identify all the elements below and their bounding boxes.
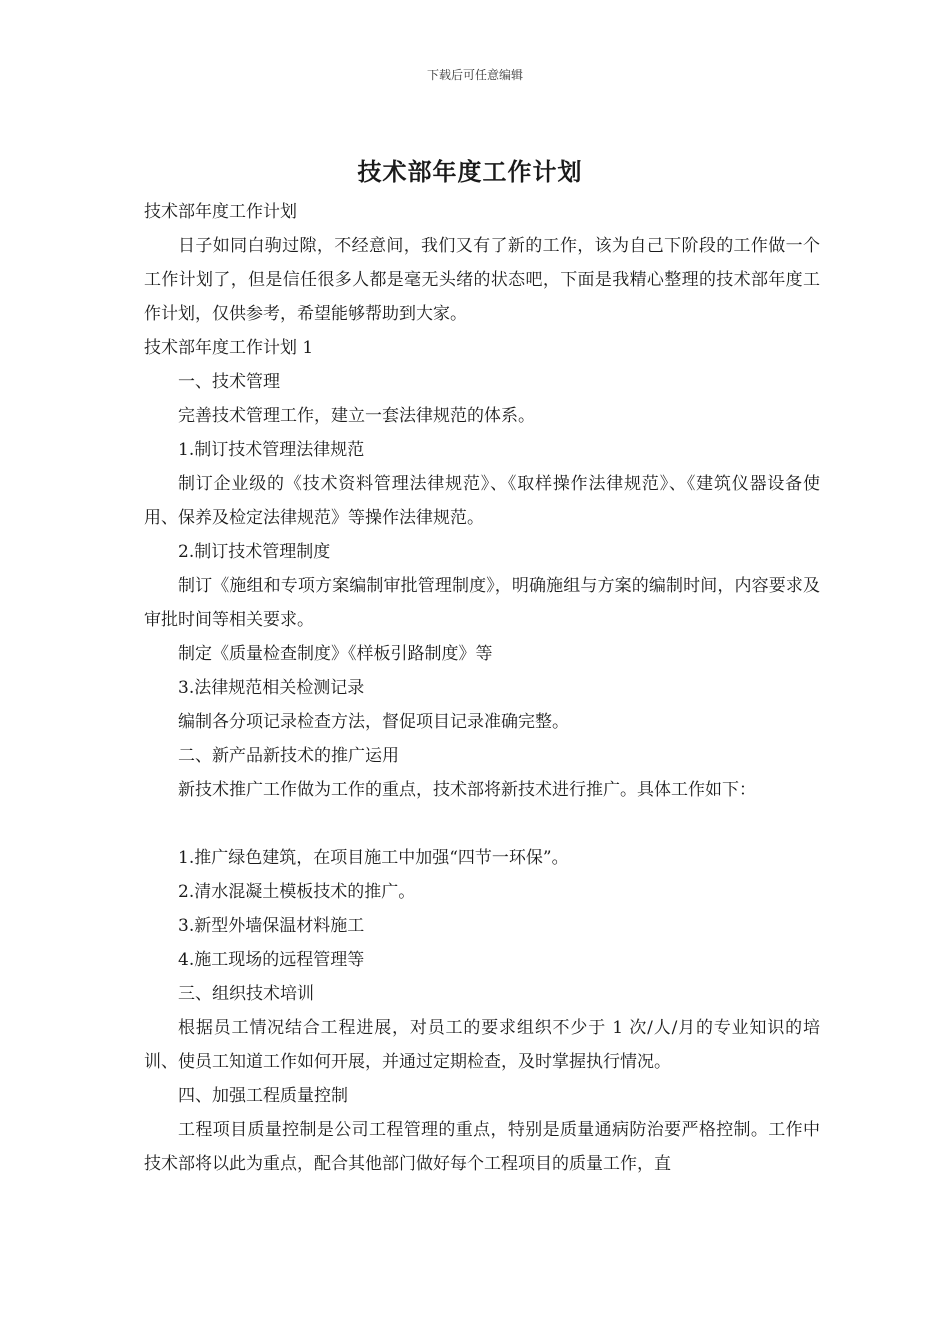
paragraph-gap [144,807,820,841]
paragraph: 3.法律规范相关检测记录 [178,678,365,698]
paragraph: 编制各分项记录检查方法，督促项目记录准确完整。 [178,712,569,732]
paragraph: 3.新型外墙保温材料施工 [178,916,365,936]
paragraph: 制订企业级的《技术资料管理法律规范》、《取样操作法律规范》、《建筑仪器设备使用、保养及检定法律规范》等操作法律规范。 [144,474,820,528]
paragraph: 新技术推广工作做为工作的重点，技术部将新技术进行推广。具体工作如下： [178,780,756,800]
paragraph: 完善技术管理工作，建立一套法律规范的体系。 [178,406,535,426]
paragraph: 技术部年度工作计划 1 [144,338,314,358]
document-title: 技术部年度工作计划 [357,157,583,186]
paragraph: 制订《施组和专项方案编制审批管理制度》，明确施组与方案的编制时间，内容要求及审批时间等相关要求。 [144,576,820,630]
paragraph: 1.推广绿色建筑，在项目施工中加强“四节一环保”。 [178,848,569,868]
paragraph: 4.施工现场的远程管理等 [178,950,365,970]
paragraph: 技术部年度工作计划 [144,202,297,222]
paragraph: 四、加强工程质量控制 [178,1086,348,1106]
paragraph: 制定《质量检查制度》《样板引路制度》等 [178,644,493,664]
header-note: 下载后可任意编辑 [426,68,523,82]
paragraph: 2.制订技术管理制度 [178,542,331,562]
paragraph: 二、新产品新技术的推广运用 [178,746,399,766]
paragraph: 一、技术管理 [178,372,280,392]
paragraph: 工程项目质量控制是公司工程管理的重点，特别是质量通病防治要严格控制。工作中技术部将以此为重点，配合其他部门做好每个工程项目的质量工作，直 [144,1120,820,1174]
paragraph: 根据员工情况结合工程进展，对员工的要求组织不少于 1 次/人/月的专业知识的培训、使员工知道工作如何开展，并通过定期检查，及时掌握执行情况。 [144,1018,820,1072]
paragraph: 三、组织技术培训 [178,984,314,1004]
paragraph: 日子如同白驹过隙，不经意间，我们又有了新的工作，该为自己下阶段的工作做一个工作计划了，但是信任很多人都是毫无头绪的状态吧，下面是我精心整理的技术部年度工作计划，仅供参考，希望能够帮助到大家。 [144,236,820,324]
paragraph: 1.制订技术管理法律规范 [178,440,365,460]
document-body [144,195,820,1181]
paragraph: 2.清水混凝土模板技术的推广。 [178,882,416,902]
